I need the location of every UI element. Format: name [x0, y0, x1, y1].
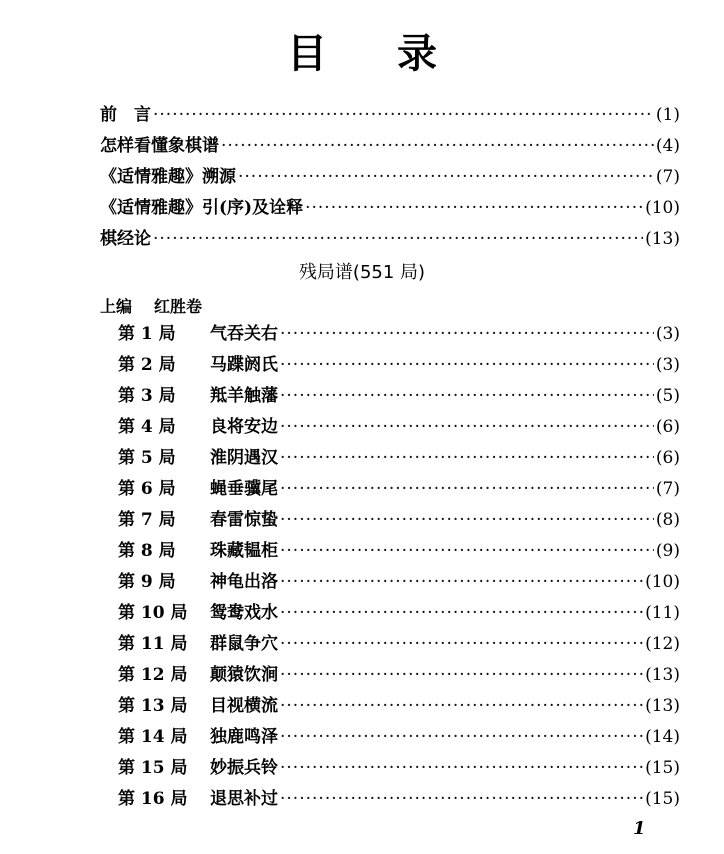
toc-leader-dots: [280, 323, 654, 345]
entry-title: 珠藏韫柜: [210, 541, 278, 561]
toc-entry: [118, 602, 680, 624]
entry-number: 第 13 局: [118, 696, 188, 716]
entry-title: 颠猿饮涧: [210, 665, 278, 685]
toc-entry: [118, 354, 680, 376]
toc-leader-dots: [153, 104, 654, 126]
page-title: [0, 30, 724, 78]
part-heading: [100, 296, 202, 318]
toc-front-item: [100, 135, 680, 157]
part-subtitle: 红胜卷: [154, 297, 203, 316]
toc-page-number: (3): [655, 355, 680, 375]
toc-entry: [118, 571, 680, 593]
entry-number: 第 14 局: [118, 727, 188, 747]
toc-front-label: 怎样看懂象棋谱: [100, 136, 219, 156]
entry-number: 第 11 局: [118, 634, 188, 654]
toc-leader-dots: [280, 354, 654, 376]
toc-page-number: (1): [655, 105, 680, 125]
entry-title: 淮阴遇汉: [210, 448, 278, 468]
toc-entry: [118, 478, 680, 500]
entry-title: 蝇垂骥尾: [210, 479, 278, 499]
entry-number: 第 8 局: [118, 541, 176, 561]
entry-number: 第 7 局: [118, 510, 176, 530]
toc-page-number: (6): [655, 417, 680, 437]
entry-number: 第 9 局: [118, 572, 176, 592]
page-folio: 1: [633, 818, 646, 839]
toc-front-item: [100, 228, 680, 250]
toc-leader-dots: [280, 385, 654, 407]
toc-entry: [118, 726, 680, 748]
section-title: 残局谱(551 局): [298, 262, 426, 283]
toc-leader-dots: [280, 571, 643, 593]
toc-page-number: (13): [645, 229, 680, 249]
toc-page-number: (11): [645, 603, 680, 623]
toc-leader-dots: [280, 509, 654, 531]
toc-page-number: (4): [655, 136, 680, 156]
entry-title: 鸳鸯戏水: [210, 603, 278, 623]
entry-number: 第 12 局: [118, 665, 188, 685]
toc-page-number: (15): [645, 789, 680, 809]
toc-front-item: [100, 166, 680, 188]
entry-number: 第 15 局: [118, 758, 188, 778]
toc-page-number: (13): [645, 696, 680, 716]
page-title-left: 目: [287, 31, 327, 77]
entry-title: 妙振兵铃: [210, 758, 278, 778]
toc-page-number: (14): [645, 727, 680, 747]
toc-leader-dots: [280, 540, 654, 562]
toc-leader-dots: [280, 757, 643, 779]
toc-front-label: 《适情雅趣》溯源: [100, 167, 236, 187]
toc-entry: [118, 633, 680, 655]
entry-title: 独鹿鸣泽: [210, 727, 278, 747]
page-title-right: 录: [397, 31, 437, 77]
entry-title: 群鼠争穴: [210, 634, 278, 654]
entry-number: 第 6 局: [118, 479, 176, 499]
toc-front-label: 《适情雅趣》引(序)及诠释: [100, 198, 304, 218]
toc-leader-dots: [238, 166, 654, 188]
toc-front-item: [100, 104, 680, 126]
entry-number: 第 4 局: [118, 417, 176, 437]
toc-leader-dots: [280, 633, 643, 655]
toc-page-number: (6): [655, 448, 680, 468]
entry-title: 春雷惊蛰: [210, 510, 278, 530]
toc-entry: [118, 385, 680, 407]
toc-leader-dots: [153, 228, 643, 250]
entry-title: 气吞关右: [210, 324, 278, 344]
toc-entry: [118, 323, 680, 345]
toc-page-number: (7): [655, 167, 680, 187]
entry-title: 马蹀阏氏: [210, 355, 278, 375]
toc-page-number: (8): [655, 510, 680, 530]
toc-entry: [118, 695, 680, 717]
toc-entry: [118, 447, 680, 469]
entry-number: 第 3 局: [118, 386, 176, 406]
toc-leader-dots: [280, 664, 643, 686]
part-name: 上编: [100, 297, 133, 316]
toc-leader-dots: [280, 602, 643, 624]
toc-page-number: (12): [645, 634, 680, 654]
entry-number: 第 5 局: [118, 448, 176, 468]
entry-title: 退思补过: [210, 789, 278, 809]
toc-entry: [118, 540, 680, 562]
toc-front-label: 棋经论: [100, 229, 151, 249]
toc-front-label: 前 言: [100, 105, 151, 125]
entry-title: 良将安边: [210, 417, 278, 437]
toc-page-number: (7): [655, 479, 680, 499]
entry-number: 第 10 局: [118, 603, 188, 623]
toc-front-item: [100, 197, 680, 219]
toc-page-number: (5): [655, 386, 680, 406]
entry-title: 神龟出洛: [210, 572, 278, 592]
toc-leader-dots: [280, 478, 654, 500]
toc-entry: [118, 664, 680, 686]
toc-page-number: (13): [645, 665, 680, 685]
toc-entry: [118, 509, 680, 531]
toc-leader-dots: [280, 726, 643, 748]
toc-entry: [118, 416, 680, 438]
toc-leader-dots: [221, 135, 654, 157]
entry-title: 目视横流: [210, 696, 278, 716]
entry-number: 第 16 局: [118, 789, 188, 809]
toc-leader-dots: [305, 197, 643, 219]
entry-title: 羝羊触藩: [210, 386, 278, 406]
toc-entry: [118, 757, 680, 779]
toc-leader-dots: [280, 695, 643, 717]
toc-leader-dots: [280, 788, 643, 810]
toc-page-number: (9): [655, 541, 680, 561]
toc-page-number: (10): [645, 572, 680, 592]
toc-leader-dots: [280, 447, 654, 469]
toc-page-number: (10): [645, 198, 680, 218]
toc-entry: [118, 788, 680, 810]
toc-leader-dots: [280, 416, 654, 438]
toc-page-number: (3): [655, 324, 680, 344]
entry-number: 第 1 局: [118, 324, 176, 344]
entry-number: 第 2 局: [118, 355, 176, 375]
toc-page-number: (15): [645, 758, 680, 778]
